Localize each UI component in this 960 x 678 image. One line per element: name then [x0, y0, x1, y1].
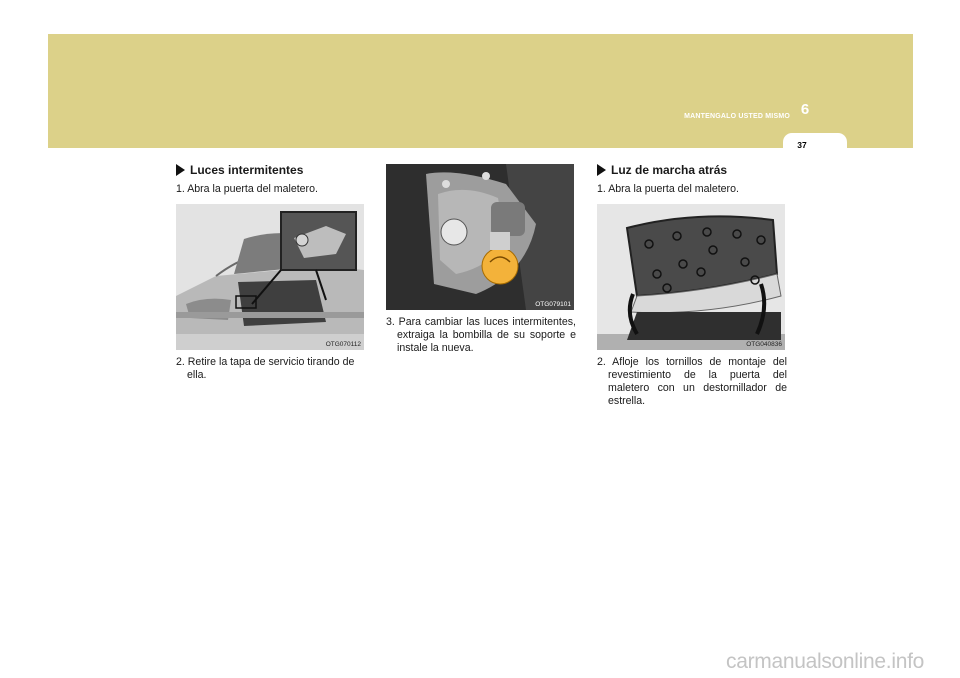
trunk-lid-illustration [597, 204, 785, 350]
figure-trunk-lid-screws [597, 204, 785, 350]
figure-code: OTG070112 [325, 341, 361, 348]
section-heading [597, 163, 787, 177]
chapter-number: 6 [800, 101, 810, 118]
column-luz-marcha-atras [597, 163, 787, 408]
step-1: 1. Abra la puerta del maletero. [597, 183, 739, 195]
triangle-bullet-icon [597, 164, 606, 176]
trunk-illustration [176, 204, 364, 350]
bulb-illustration [386, 164, 574, 310]
triangle-bullet-icon [176, 164, 185, 176]
step-1: 1. Abra la puerta del maletero. [176, 183, 318, 195]
watermark-footer: carmanualsonline.info [726, 650, 924, 673]
heading-text: Luces intermitentes [190, 163, 304, 177]
header-band [48, 34, 913, 148]
figure-trunk-open [176, 204, 364, 350]
section-title: MANTENGALO USTED MISMO [684, 113, 790, 120]
column-bulb-replacement [386, 164, 576, 355]
column-luces-intermitentes [176, 163, 366, 382]
figure-code: OTG040836 [746, 341, 782, 348]
figure-bulb [386, 164, 574, 310]
step-2: 2. Afloje los tornillos de montaje del revestimiento de la puerta del maletero con un destornillador de estrella. [597, 356, 787, 407]
page-number: 37 [797, 140, 807, 150]
figure-code: OTG079101 [535, 301, 571, 308]
heading-text: Luz de marcha atrás [611, 163, 728, 177]
step-3: 3. Para cambiar las luces intermitentes, extraiga la bombilla de su soporte e instale la nueva. [386, 316, 576, 354]
section-heading [176, 163, 366, 177]
step-2: 2. Retire la tapa de servicio tirando de ella. [176, 356, 355, 381]
